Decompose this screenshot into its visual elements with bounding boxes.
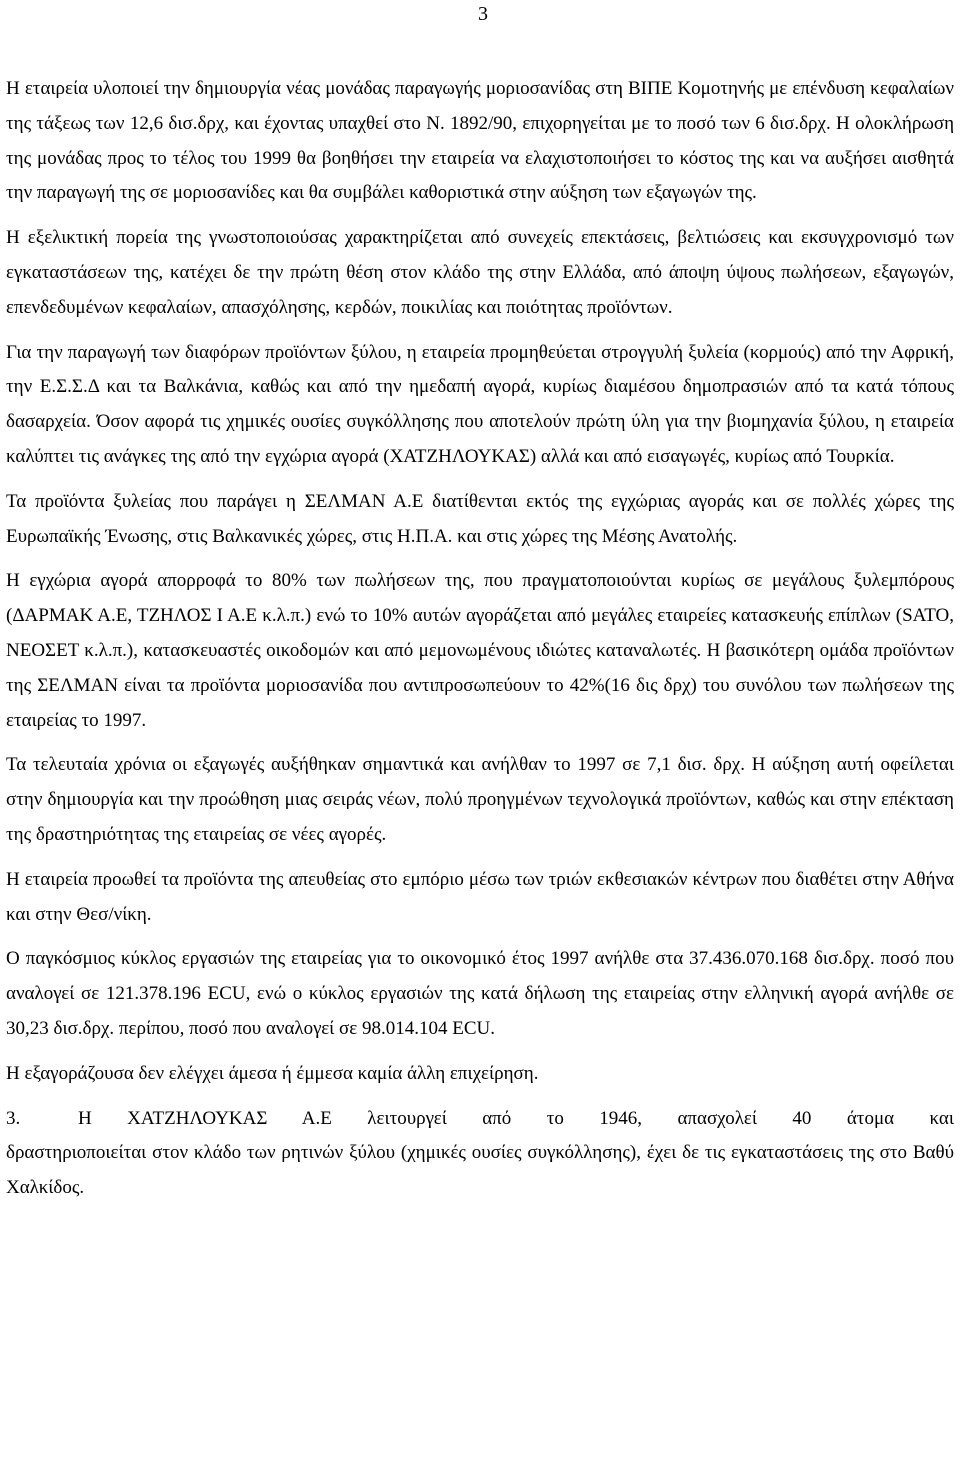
item-continuation: δραστηριοποιείται στον κλάδο των ρητινών ξύλου (χημικές ουσίες συγκόλλησης), έχει δε τις εγκαταστάσεις της στο Βαθύ Χαλκίδος. <box>6 1142 954 1199</box>
paragraph-product-markets: Τα προϊόντα ξυλείας που παράγει η ΣΕΛΜΑΝ Α.Ε διατίθενται εκτός της εγχώριας αγοράς και σε πολλές χώρες της Ευρωπαϊκής Ένωσης, στις Βαλκανικές χώρες, στις Η.Π.Α. και στις χώρες της Μέσης Ανατολής. <box>6 490 954 547</box>
paragraph-turnover: Ο παγκόσμιος κύκλος εργασιών της εταιρείας για το οικονομικό έτος 1997 ανήλθε στα 37.436.070.168 δισ.δρχ. ποσό που αναλογεί σε 121.378.196 ECU, ενώ ο κύκλος εργασιών της κατά δήλωση της εταιρείας στην ελληνική αγορά ανήλθε σε 30,23 δισ.δρχ. περίπου, ποσό που αναλογεί σε 98.014.104 ECU. <box>6 948 954 1039</box>
paragraph-new-plant: Η εταιρεία υλοποιεί την δημιουργία νέας μονάδας παραγωγής μοριοσανίδας στη ΒΙΠΕ Κομοτηνής με επένδυση κεφαλαίων της τάξεως των 12,6 δισ.δρχ, και έχοντας υπαχθεί στο Ν. 1892/90, επιχορηγείται με το ποσό των 6 δισ.δρχ. Η ολοκλήρωση της μονάδας προς το τέλος του 1999 θα βοηθήσει την εταιρεία να ελαχιστοποιήσει το κόστος της και να αυξήσει αισθητά την παραγωγή της σε μοριοσανίδες και θα συμβάλει καθοριστικά στην αύξηση των εξαγωγών της. <box>6 78 954 204</box>
paragraph-showrooms: Η εταιρεία προωθεί τα προϊόντα της απευθείας στο εμπόριο μέσω των τριών εκθεσιακών κέντρων που διαθέτει στην Αθήνα και στην Θεσ/νίκη. <box>6 868 954 925</box>
paragraph-control: Η εξαγοράζουσα δεν ελέγχει άμεσα ή έμμεσα καμία άλλη επιχείρηση. <box>6 1062 539 1084</box>
item-first-line: Η ΧΑΤΖΗΛΟΥΚΑΣ Α.Ε λειτουργεί από το 1946, απασχολεί 40 άτομα και <box>78 1107 954 1129</box>
item-number: 3. <box>6 1107 21 1129</box>
document-body <box>6 72 954 1206</box>
paragraph-company-course: Η εξελικτική πορεία της γνωστοποιούσας χαρακτηρίζεται από συνεχείς επεκτάσεις, βελτιώσεις και εκσυγχρονισμό των εγκαταστάσεων της, κατέχει δε την πρώτη θέση στον κλάδο της στην Ελλάδα, από άποψη ύψους πωλήσεων, εξαγωγών, επενδεδυμένων κεφαλαίων, απασχόλησης, κερδών, ποικιλίας και ποιότητας προϊόντων. <box>6 227 954 318</box>
paragraph-domestic-market: Η εγχώρια αγορά απορροφά το 80% των πωλήσεων της, που πραγματοποιούνται κυρίως σε μεγάλους ξυλεμπόρους (ΔΑΡΜΑΚ Α.Ε, ΤΖΗΛΟΣ Ι Α.Ε κ.λ.π.) ενώ το 10% αυτών αγοράζεται από μεγάλες εταιρείες κατασκευής επίπλων (SATO, ΝΕΟΣΕΤ κ.λ.π.), κατασκευαστές οικοδομών και από μεμονωμένους ιδιώτες καταναλωτές. Η βασικότερη ομάδα προϊόντων της ΣΕΛΜΑΝ είναι τα προϊόντα μοριοσανίδα που αντιπροσωπεύουν το 42%(16 δις δρχ) του συνόλου των πωλήσεων της εταιρείας το 1997. <box>6 570 954 731</box>
paragraph-exports: Τα τελευταία χρόνια οι εξαγωγές αυξήθηκαν σημαντικά και ανήλθαν το 1997 σε 7,1 δισ. δρχ. Η αύξηση αυτή οφείλεται στην δημιουργία και την προώθηση μιας σειράς νέων, πολύ προηγμένων τεχνολογικά προϊόντων, καθώς και στην επέκταση της δραστηριότητας της εταιρείας σε νέες αγορές. <box>6 754 954 845</box>
paragraph-raw-materials: Για την παραγωγή των διαφόρων προϊόντων ξύλου, η εταιρεία προμηθεύεται στρογγυλή ξυλεία (κορμούς) από την Αφρική, την Ε.Σ.Σ.Δ και τα Βαλκάνια, καθώς και από την ημεδαπή αγορά, κυρίως διαμέσου δημοπρασιών από τα κατά τόπους δασαρχεία. Όσον αφορά τις χημικές ουσίες συγκόλλησης που αποτελούν πρώτη ύλη για την βιομηχανία ξύλου, η εταιρεία καλύπτει τις ανάγκες της από την εγχώρια αγορά (ΧΑΤΖΗΛΟΥΚΑΣ) αλλά και από εισαγωγές, κυρίως από Τουρκία. <box>6 341 954 467</box>
numbered-item <box>6 1102 954 1137</box>
page-number: 3 <box>478 3 488 25</box>
